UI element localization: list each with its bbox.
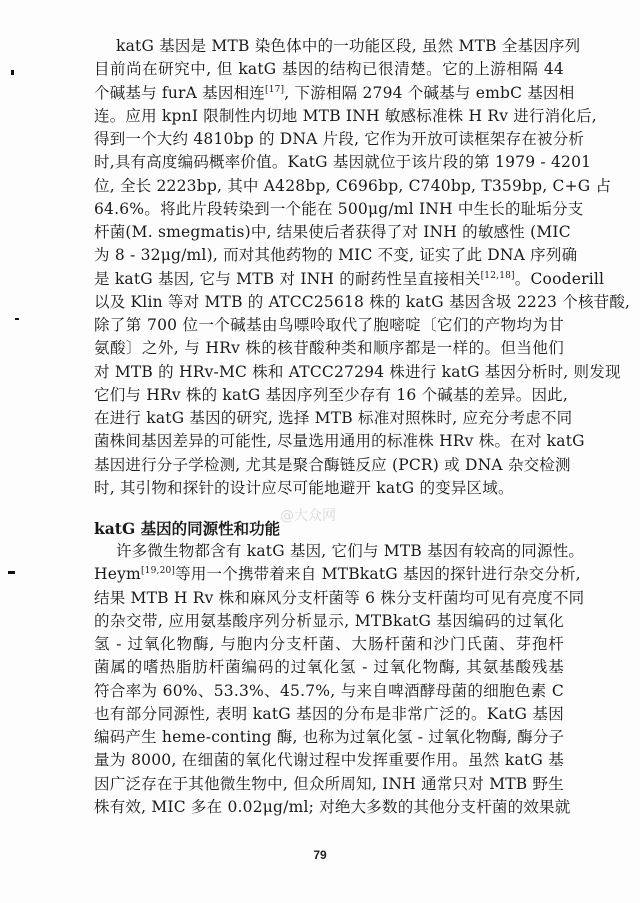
text-line: 得到一个大约 4810bp 的 DNA 片段, 它作为开放可读框架存在被分析 bbox=[94, 130, 585, 148]
text-span: 个碱基与 furA 基因相连 bbox=[94, 83, 265, 102]
text-line: 氢 - 过氧化物酶, 与胞内分支杆菌、大肠杆菌和沙门氏菌、芽孢杆 bbox=[94, 635, 564, 653]
text-line: 对 MTB 的 HRv-MC 株和 ATCC27294 株进行 katG 基因分析时, 则发现 bbox=[94, 362, 621, 381]
text-line: 菌株间基因差异的可能性, 尽量选用通用的标准株 HRv 株。在对 katG bbox=[94, 432, 585, 451]
text-span: Heym bbox=[94, 565, 141, 584]
text-line: 株有效, MIC 多在 0.02μg/ml; 对绝大多数的其他分支杆菌的效果就 bbox=[94, 797, 571, 816]
text-line: katG 基因是 MTB 染色体中的一功能区段, 虽然 MTB 全基因序列 bbox=[116, 37, 581, 55]
scan-artifact bbox=[11, 70, 14, 75]
text-line: 位, 全长 2223bp, 其中 A428bp, C696bp, C740bp, T359bp, C+G 占 bbox=[94, 176, 612, 195]
text-line: 的杂交带, 应用氨基酸序列分析显示, MTBkatG 基因编码的过氧化 bbox=[94, 611, 564, 630]
text-line: 氨酸〕之外, 与 HRv 株的核苷酸种类和顺序都是一样的。但当他们 bbox=[94, 339, 564, 358]
text-line: 时, 其引物和探针的设计应尽可能地避开 katG 的变异区域。 bbox=[94, 478, 514, 497]
text-line: 为 8 - 32μg/ml), 而对其他药物的 MIC 不变, 证实了此 DNA 序列确 bbox=[94, 246, 578, 265]
text-span: 等用一个携带着来自 MTBkatG 基因的探针进行杂交分析, bbox=[175, 565, 581, 584]
text-line: 符合率为 60%、53.3%、45.7%, 与来自啤酒酵母菌的细胞色素 C bbox=[94, 681, 564, 700]
watermark: @大众网 bbox=[280, 508, 336, 524]
scan-artifact bbox=[8, 571, 15, 574]
text-line bbox=[94, 82, 575, 105]
citation-reference: [19,20] bbox=[140, 566, 176, 577]
text-line bbox=[94, 268, 605, 291]
text-line: 目前尚在研究中, 但 katG 基因的结构已很清楚。它的上游相隔 44 bbox=[94, 60, 564, 79]
scan-artifact bbox=[15, 318, 19, 320]
text-span: , 下游相隔 2794 个碱基与 embC 基因相 bbox=[284, 83, 575, 102]
text-line: 杆菌(M. smegmatis)中, 结果使后者获得了对 INH 的敏感性 (MIC bbox=[94, 223, 571, 241]
citation-reference: [17] bbox=[264, 84, 285, 95]
text-line: 菌属的嗜热脂肪杆菌编码的过氧化氢 - 过氧化物酶, 其氨基酸残基 bbox=[94, 658, 564, 677]
text-line: 量为 8000, 在细菌的氧化代谢过程中发挥重要作用。虽然 katG 基 bbox=[94, 751, 564, 770]
text-line: 连。应用 kpnI 限制性内切地 MTB INH 敏感标准株 H Rv 进行消化后, bbox=[94, 106, 597, 125]
text-line: 基因进行分子学检测, 尤其是聚合酶链反应 (PCR) 或 DNA 杂交检测 bbox=[94, 455, 571, 474]
text-line: 时,具有高度编码概率价值。KatG 基因就位于该片段的第 1979 - 4201 bbox=[94, 153, 592, 172]
text-line: 许多微生物都含有 katG 基因, 它们与 MTB 基因有较高的同源性。 bbox=[116, 542, 585, 560]
citation-reference: [12,18] bbox=[480, 270, 515, 281]
text-span: 。Cooderill bbox=[514, 269, 605, 288]
text-line: 编码产生 heme-conting 酶, 也称为过氧化氢 - 过氧化物酶, 酶分子 bbox=[94, 728, 565, 746]
text-span: 是 katG 基因, 它与 MTB 对 INH 的耐药性呈直接相关 bbox=[94, 269, 481, 288]
text-line: 结果 MTB H Rv 株和麻风分支杆菌等 6 株分支杆菌均可见有亮度不同 bbox=[94, 588, 585, 607]
text-line: 以及 Klin 等对 MTB 的 ATCC25618 株的 katG 基因含圾 2223 个核苷酸, bbox=[94, 292, 631, 311]
text-line: 它们与 HRv 株的 katG 基因序列至少存有 16 个碱基的差异。因此, bbox=[94, 385, 569, 404]
section-heading: katG 基因的同源性和功能 bbox=[94, 519, 281, 538]
text-line: 也有部分同源性, 表明 katG 基因的分布是非常广泛的。KatG 基因 bbox=[94, 704, 564, 723]
text-line: 除了第 700 位一个碱基由鸟嘌呤取代了胞嘧啶〔它们的产物均为甘 bbox=[94, 316, 564, 334]
text-line: 64.6%。将此片段转染到一个能在 500μg/ml INH 中生长的耻垢分支 bbox=[94, 199, 584, 218]
text-line bbox=[94, 563, 581, 586]
text-line: 在进行 katG 基因的研究, 选择 MTB 标准对照株时, 应充分考虑不同 bbox=[94, 409, 573, 427]
page-number: 79 bbox=[313, 848, 327, 862]
text-line: 因广泛存在于其他微生物中, 但众所周知, INH 通常只对 MTB 野生 bbox=[94, 774, 564, 793]
